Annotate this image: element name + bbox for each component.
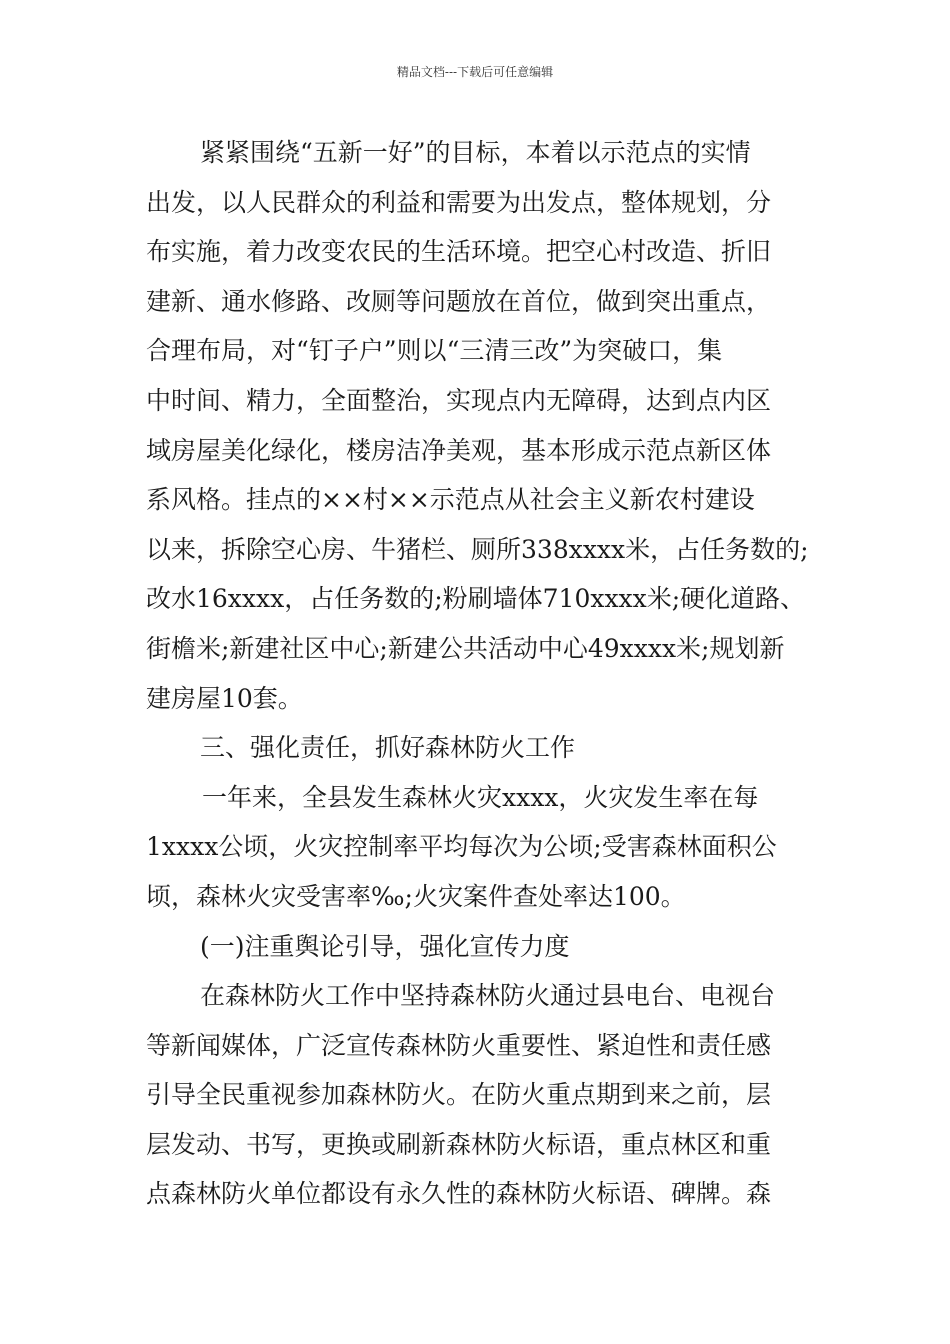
paragraph-line: 出发，以人民群众的利益和需要为出发点，整体规划，分 [146,187,772,217]
paragraph-line: 顷，森林火灾受害率‰;火灾案件查处率达100。 [146,881,686,911]
paragraph-line: 紧紧围绕“五新一好”的目标，本着以示范点的实情 [200,138,751,167]
paragraph-line: 一年来，全县发生森林火灾xxxx，火灾发生率在每 [202,782,759,812]
subsection-heading: (一)注重舆论引导，强化宣传力度 [200,931,570,961]
paragraph-line: 在森林防火工作中坚持森林防火通过县电台、电视台 [200,981,776,1011]
paragraph-line: 点森林防火单位都设有永久性的森林防火标语、碑牌。森 [146,1179,772,1209]
paragraph-line: 系风格。挂点的××村××示范点从社会主义新农村建设 [146,485,755,515]
paragraph-line: 建新、通水修路、改厕等问题放在首位，做到突出重点， [146,286,772,316]
paragraph-line: 引导全民重视参加森林防火。在防火重点期到来之前，层 [146,1080,772,1110]
paragraph-line: 等新闻媒体，广泛宣传森林防火重要性、紧迫性和责任感 [146,1030,772,1060]
paragraph-line: 改水16xxxx，占任务数的;粉刷墙体710xxxx米;硬化道路、 [146,584,806,614]
paragraph-line: 建房屋10套。 [146,683,303,713]
paragraph-line: 1xxxx公顷，火灾控制率平均每次为公顷;受害森林面积公 [146,832,777,862]
paragraph-line: 布实施，着力改变农民的生活环境。把空心村改造、折旧 [146,237,772,267]
paragraph-line: 以来，拆除空心房、牛猪栏、厕所338xxxx米，占任务数的; [146,534,809,564]
paragraph-line: 域房屋美化绿化，楼房洁净美观，基本形成示范点新区体 [146,435,772,465]
paragraph-line: 合理布局，对“钉子户”则以“三清三改”为突破口，集 [146,336,723,366]
document-body [146,128,826,1219]
paragraph-line: 层发动、书写，更换或刷新森林防火标语，重点林区和重 [146,1129,772,1159]
paragraph-line: 中时间、精力，全面整治，实现点内无障碍，达到点内区 [146,385,772,415]
paragraph-line: 街檐米;新建社区中心;新建公共活动中心49xxxx米;规划新 [146,633,785,663]
page-header: 精品文档---下载后可任意编辑 [396,65,554,79]
section-heading: 三、强化责任，抓好森林防火工作 [200,733,576,763]
